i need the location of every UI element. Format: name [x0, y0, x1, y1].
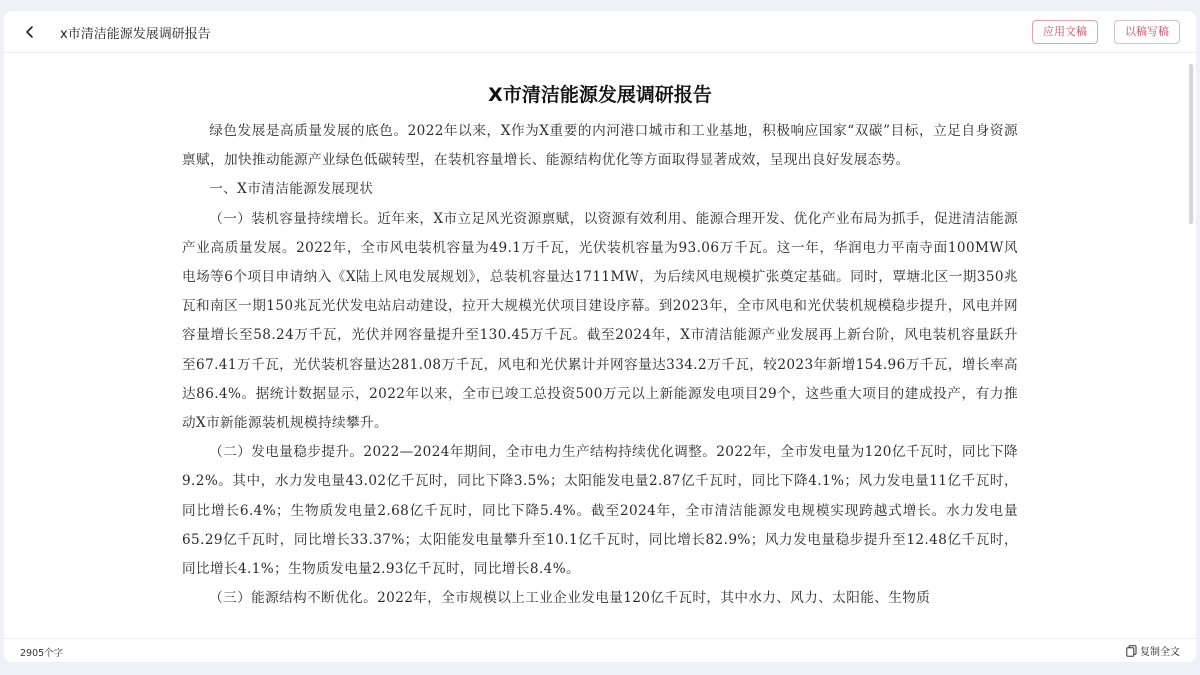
- word-count: 2905个字: [20, 648, 64, 659]
- section-heading: 一、X市清洁能源发展现状: [209, 181, 374, 198]
- top-bar: [4, 11, 1196, 53]
- scrollbar-thumb[interactable]: [1189, 64, 1193, 224]
- chevron-left-icon: [23, 25, 37, 39]
- editor-window: [4, 11, 1196, 662]
- paragraph-capacity: （一）装机容量持续增长。近年来，X市立足风光资源禀赋，以资源有效利用、能源合理开发、优化产业布局为抓手，促进清洁能源产业高质量发展。2022年，全市风电装机容量为49.1万千瓦，光伏装机容量为93.06万千瓦。这一年，华润电力平南寺面100MW风电场等6个项目申请纳入《X陆上风电发展规划》，总装机容量达1711MW，为后续风电规模扩张奠定基础。同时，覃塘北区一期350兆瓦和南区一期150兆瓦光伏发电站启动建设，拉开大规模光伏项目建设序幕。到2023年，全市风电和光伏装机规模稳步提升，风电并网容量增长至58.24万千瓦，光伏并网容量提升至130.45万千瓦。截至2024年，X市清洁能源产业发展再上新台阶，风电装机容量跃升至67.41万千瓦，光伏装机容量达281.08万千瓦，风电和光伏累计并网容量达334.2万千瓦，较2023年新增154.96万千瓦，增长率高达86.4%。据统计数据显示，2022年以来，全市已竣工总投资500万元以上新能源发电项目29个，这些重大项目的建成投产，有力推动X市新能源装机规模持续攀升。: [182, 210, 1018, 432]
- back-button[interactable]: [18, 20, 42, 44]
- document-title: X市清洁能源发展调研报告: [488, 84, 712, 106]
- paragraph-structure: （三）能源结构不断优化。2022年，全市规模以上工业企业发电量120亿千瓦时，其中水力、风力、太阳能、生物质: [209, 590, 931, 607]
- status-bar: [4, 638, 1196, 662]
- write-from-draft-button[interactable]: 以稿写稿: [1114, 20, 1180, 44]
- copy-all-label: 复制全文: [1140, 647, 1180, 658]
- paragraph-generation: （二）发电量稳步提升。2022—2024年期间，全市电力生产结构持续优化调整。2022年，全市发电量为120亿千瓦时，同比下降9.2%。其中，水力发电量43.02亿千瓦时，同比下降3.5%；太阳能发电量2.87亿千瓦时，同比下降4.1%；风力发电量11亿千瓦时，同比增长6.4%；生物质发电量2.68亿千瓦时，同比下降5.4%。截至2024年，全市清洁能源发电规模实现跨越式增长。水力发电量65.29亿千瓦时，同比增长33.37%；太阳能发电量攀升至10.1亿千瓦时，同比增长82.9%；风力发电量稳步提升至12.48亿千瓦时，同比增长4.1%；生物质发电量2.93亿千瓦时，同比增长8.4%。: [182, 444, 1018, 578]
- paragraph-intro: 绿色发展是高质量发展的底色。2022年以来，X作为X重要的内河港口城市和工业基地，积极响应国家“双碳”目标，立足自身资源禀赋，加快推动能源产业绿色低碳转型，在装机容量增长、能源结构优化等方面取得显著成效，呈现出良好发展态势。: [182, 123, 1018, 169]
- document-area[interactable]: [4, 54, 1196, 638]
- page-title: x市清洁能源发展调研报告: [60, 27, 211, 42]
- copy-icon: [1126, 645, 1137, 657]
- document-body: [182, 117, 1018, 613]
- apply-draft-button[interactable]: 应用文稿: [1032, 20, 1098, 44]
- copy-all-button[interactable]: [1126, 643, 1180, 658]
